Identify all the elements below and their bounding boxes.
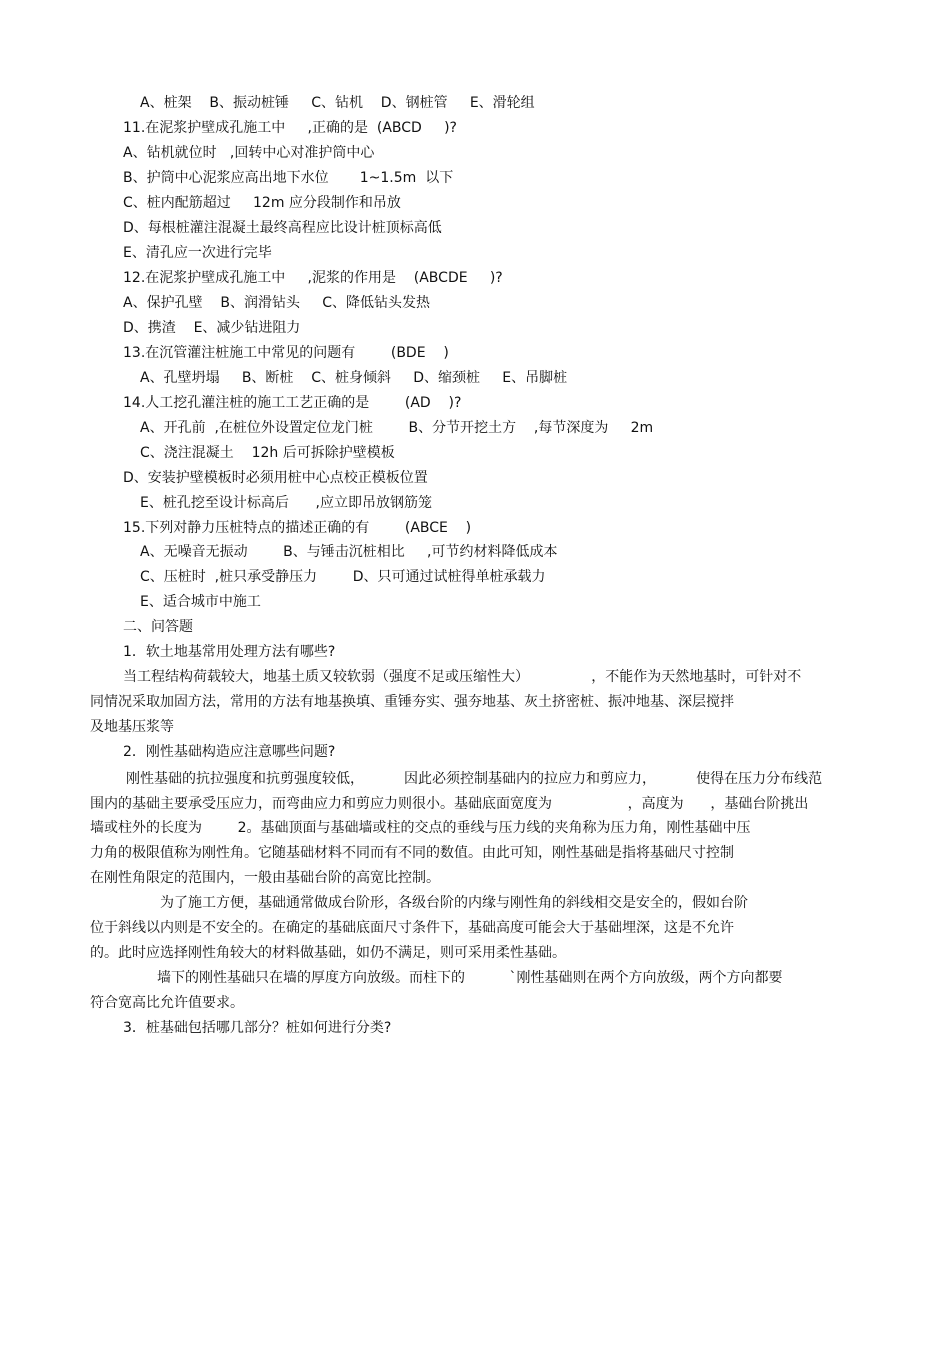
q12-question: 12.在泥浆护壁成孔施工中 ,泥浆的作用是 (ABCDE )? [123, 270, 503, 286]
q13-question: 13.在沉管灌注桩施工中常见的问题有 (BDE ) [123, 345, 449, 361]
qa2-answer-line-10: 符合宽高比允许值要求。 [90, 995, 244, 1011]
qa2-answer-line-4: 力角的极限值称为刚性角。它随基础材料不同而有不同的数值。由此可知，刚性基础是指将基础尺寸控制 [90, 845, 734, 861]
q11-option-e: E、清孔应一次进行完毕 [123, 245, 272, 261]
q15-options-cd: C、压桩时 ,桩只承受静压力 D、只可通过试桩得单桩承载力 [140, 569, 546, 585]
qa3-question: 3．桩基础包括哪几部分？桩如何进行分类? [123, 1020, 392, 1036]
qa2-answer-line-7: 位于斜线以内则是不安全的。在确定的基础底面尺寸条件下，基础高度可能会大于基础埋深，这是不允许 [90, 920, 734, 936]
q14-options-ab: A、开孔前 ,在桩位外设置定位龙门桩 B、分节开挖土方 ,每节深度为 2m [140, 420, 654, 436]
q11-option-b: B、护筒中心泥浆应高出地下水位 1~1.5m 以下 [123, 170, 454, 186]
q14-option-d: D、安装护壁模板时必须用桩中心点校正模板位置 [123, 470, 428, 486]
q15-options-ab: A、无噪音无振动 B、与锤击沉桩相比 ,可节约材料降低成本 [140, 544, 558, 560]
qa1-answer-line-1: 当工程结构荷载较大，地基土质又较软弱（强度不足或压缩性大） ，不能作为天然地基时，可针对不 [123, 669, 802, 685]
qa2-question: 2．刚性基础构造应注意哪些问题? [123, 744, 336, 760]
qa1-question: 1．软土地基常用处理方法有哪些? [123, 644, 336, 660]
qa2-answer-line-9: 墙下的刚性基础只在墙的厚度方向放级。而柱下的 `刚性基础则在两个方向放级，两个方向都要 [157, 970, 783, 986]
qa2-answer-line-5: 在刚性角限定的范围内，一般由基础台阶的高宽比控制。 [90, 870, 440, 886]
qa1-answer-line-2: 同情况采取加固方法，常用的方法有地基换填、重锤夯实、强夯地基、灰土挤密桩、振冲地基、深层搅拌 [90, 694, 734, 710]
q10-options: A、桩架 B、振动桩锤 C、钻机 D、钢桩管 E、滑轮组 [140, 95, 535, 111]
qa2-answer-line-2: 围内的基础主要承受压应力，而弯曲应力和剪应力则很小。基础底面宽度为 ，高度为 ，基础台阶挑出 [90, 796, 809, 812]
q11-question: 11.在泥浆护壁成孔施工中 ,正确的是 (ABCD )? [123, 120, 457, 136]
qa2-answer-line-3: 墙或柱外的长度为 2。基础顶面与基础墙或柱的交点的垂线与压力线的夹角称为压力角，刚性基础中压 [90, 820, 751, 836]
qa2-answer-line-1: 刚性基础的抗拉强度和抗剪强度较低， 因此必须控制基础内的拉应力和剪应力， 使得在压力分布线范 [126, 771, 823, 787]
q15-question: 15.下列对静力压桩特点的描述正确的有 (ABCE ) [123, 520, 472, 536]
q12-options-abc: A、保护孔壁 B、润滑钻头 C、降低钻头发热 [123, 295, 431, 311]
q14-option-c: C、浇注混凝土 12h 后可拆除护壁模板 [140, 445, 395, 461]
q11-option-d: D、每根桩灌注混凝土最终高程应比设计桩顶标高低 [123, 220, 442, 236]
q11-option-a: A、钻机就位时 ,回转中心对准护筒中心 [123, 145, 375, 161]
q11-option-c: C、桩内配筋超过 12m 应分段制作和吊放 [123, 195, 401, 211]
q13-options: A、孔壁坍塌 B、断桩 C、桩身倾斜 D、缩颈桩 E、吊脚桩 [140, 370, 568, 386]
q15-option-e: E、适合城市中施工 [140, 594, 261, 610]
q14-option-e: E、桩孔挖至设计标高后 ,应立即吊放钢筋笼 [140, 495, 432, 511]
qa2-answer-line-8: 的。此时应选择刚性角较大的材料做基础，如仍不满足，则可采用柔性基础。 [90, 945, 566, 961]
q12-options-de: D、携渣 E、减少钻进阻力 [123, 320, 301, 336]
q14-question: 14.人工挖孔灌注桩的施工工艺正确的是 (AD )? [123, 395, 462, 411]
qa2-answer-line-6: 为了施工方便，基础通常做成台阶形，各级台阶的内缘与刚性角的斜线相交是安全的，假如台阶 [160, 895, 748, 911]
section-heading: 二、问答题 [123, 619, 193, 635]
qa1-answer-line-3: 及地基压浆等 [90, 719, 174, 735]
